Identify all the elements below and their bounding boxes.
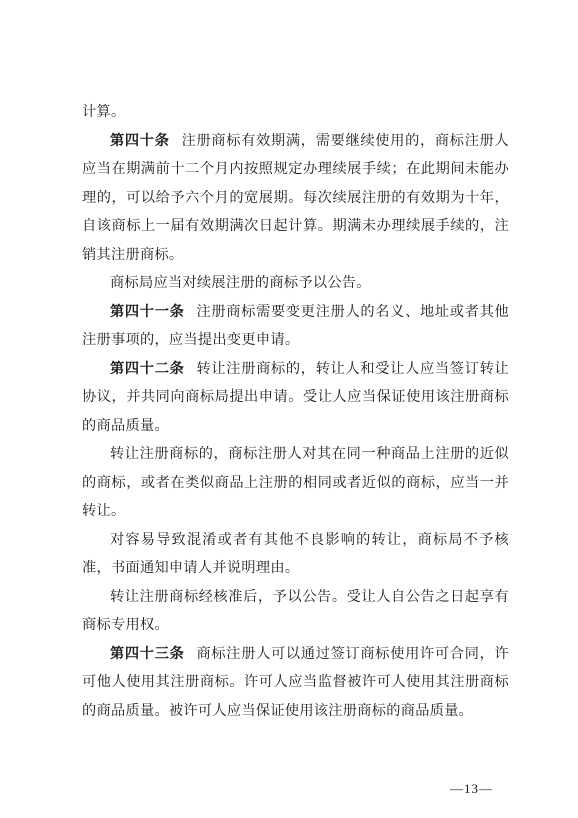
- paragraph-8-text: 转让注册商标经核准后，予以公告。受让人自公告之日起享有商标专用权。: [82, 588, 509, 633]
- paragraph-6-text: 转让注册商标的，商标注册人对其在同一种商品上注册的近似的商标，或者在类似商品上注册的相同或者近似的商标，应当一并转让。: [82, 446, 509, 519]
- paragraph-3-text: 商标局应当对续展注册的商标予以公告。: [110, 275, 371, 291]
- paragraph-1-text: 计算。: [82, 104, 126, 120]
- paragraph-1: [82, 98, 509, 127]
- paragraph-9: [82, 640, 509, 726]
- article-number-40: 第四十条: [110, 132, 170, 149]
- article-number-41: 第四十一条: [110, 303, 185, 320]
- paragraph-8: [82, 583, 509, 640]
- paragraph-5: [82, 355, 509, 441]
- document-body: [82, 98, 509, 725]
- paragraph-4-text: 注册商标需要变更注册人的名义、地址或者其他注册事项的，应当提出变更申请。: [82, 303, 509, 348]
- paragraph-2: [82, 127, 509, 270]
- article-number-42: 第四十二条: [110, 360, 185, 377]
- paragraph-6: [82, 440, 509, 526]
- paragraph-4: [82, 298, 509, 355]
- paragraph-5-text: 转让注册商标的，转让人和受让人应当签订转让协议，并共同向商标局提出申请。受让人应当保证使用该注册商标的商品质量。: [82, 360, 509, 434]
- article-number-43: 第四十三条: [110, 645, 185, 662]
- paragraph-7: [82, 526, 509, 583]
- paragraph-9-text: 商标注册人可以通过签订商标使用许可合同，许可他人使用其注册商标。许可人应当监督被许可人使用其注册商标的商品质量。被许可人应当保证使用该注册商标的商品质量。: [82, 645, 509, 719]
- page-number: —13—: [450, 781, 493, 796]
- paragraph-2-text: 注册商标有效期满，需要继续使用的，商标注册人应当在期满前十二个月内按照规定办理续展手续；在此期间未能办理的，可以给予六个月的宽展期。每次续展注册的有效期为十年，自该商标上一届有效期满次日起计算。期满未办理续展手续的，注销其注册商标。: [82, 132, 509, 263]
- paragraph-7-text: 对容易导致混淆或者有其他不良影响的转让，商标局不予核准，书面通知申请人并说明理由。: [82, 531, 509, 576]
- paragraph-3: [82, 269, 509, 298]
